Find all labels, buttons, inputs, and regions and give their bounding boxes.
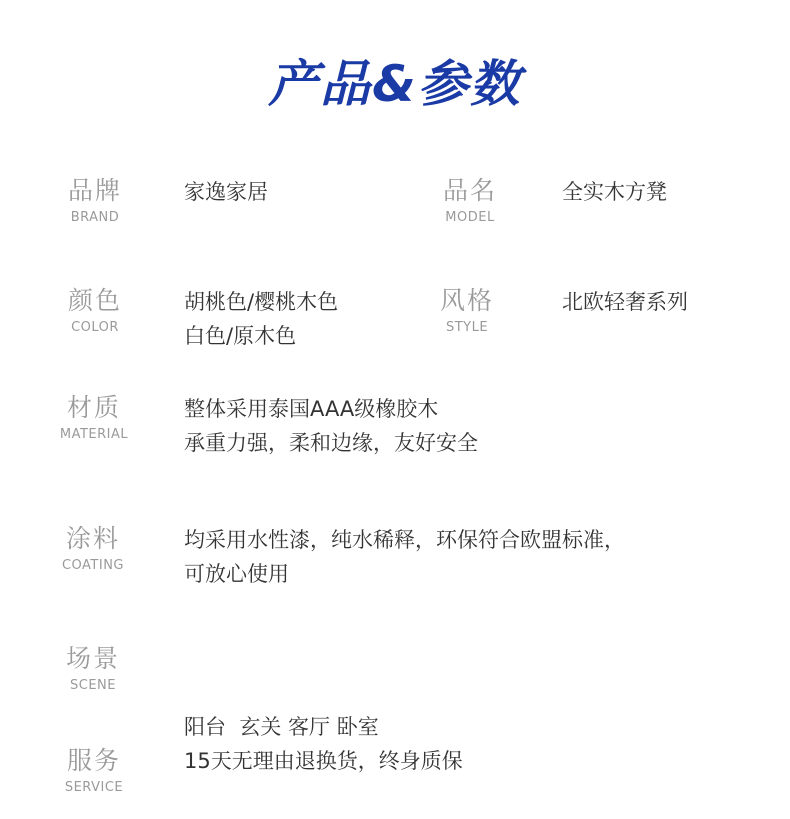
- style-label-en: STYLE: [445, 320, 489, 335]
- brand-value-line: 家逸家居: [184, 180, 268, 204]
- coating-label: [48, 524, 138, 574]
- page-title: 产品&参数: [268, 55, 522, 113]
- scene-label: [53, 644, 133, 694]
- color-value: [184, 285, 338, 353]
- material-label-en: MATERIAL: [59, 427, 129, 442]
- color-value-line-1: 胡桃色/樱桃木色: [184, 290, 339, 314]
- scene-label-en: SCENE: [70, 678, 116, 693]
- brand-value: [184, 175, 268, 209]
- model-label: [430, 176, 510, 226]
- scene-value-line: 阳台 玄关 客厅 卧室: [184, 715, 379, 739]
- service-label: [49, 746, 139, 796]
- material-label-zh: 材质: [66, 393, 121, 422]
- coating-label-en: COATING: [61, 558, 125, 573]
- service-label-zh: 服务: [66, 746, 121, 775]
- color-label-en: COLOR: [71, 320, 119, 335]
- scene-label-zh: 场景: [65, 644, 120, 673]
- model-value: [562, 175, 667, 209]
- material-value-line-1: 整体采用泰国AAA级橡胶木: [184, 397, 439, 421]
- model-label-zh: 品名: [442, 176, 497, 205]
- model-value-line: 全实木方凳: [562, 180, 667, 204]
- material-value: [184, 392, 478, 460]
- brand-label-en: BRAND: [70, 210, 120, 225]
- color-label: [55, 286, 135, 336]
- style-value-line: 北欧轻奢系列: [562, 290, 688, 314]
- service-value-line: 15天无理由退换货，终身质保: [184, 749, 463, 773]
- service-value: [184, 744, 463, 778]
- coating-value-line-1: 均采用水性漆，纯水稀释，环保符合欧盟标准，: [184, 528, 625, 552]
- color-value-line-2: 白色/原木色: [184, 324, 297, 348]
- color-label-zh: 颜色: [67, 286, 122, 315]
- brand-label: [55, 176, 135, 226]
- coating-label-zh: 涂料: [65, 524, 120, 553]
- coating-value: [184, 523, 625, 591]
- style-value: [562, 285, 688, 319]
- model-label-en: MODEL: [445, 210, 495, 225]
- brand-label-zh: 品牌: [67, 176, 122, 205]
- material-label: [49, 393, 139, 443]
- material-value-line-2: 承重力强，柔和边缘，友好安全: [184, 431, 478, 455]
- style-label-zh: 风格: [439, 286, 494, 315]
- service-label-en: SERVICE: [64, 780, 124, 795]
- style-label: [427, 286, 507, 336]
- coating-value-line-2: 可放心使用: [184, 562, 289, 586]
